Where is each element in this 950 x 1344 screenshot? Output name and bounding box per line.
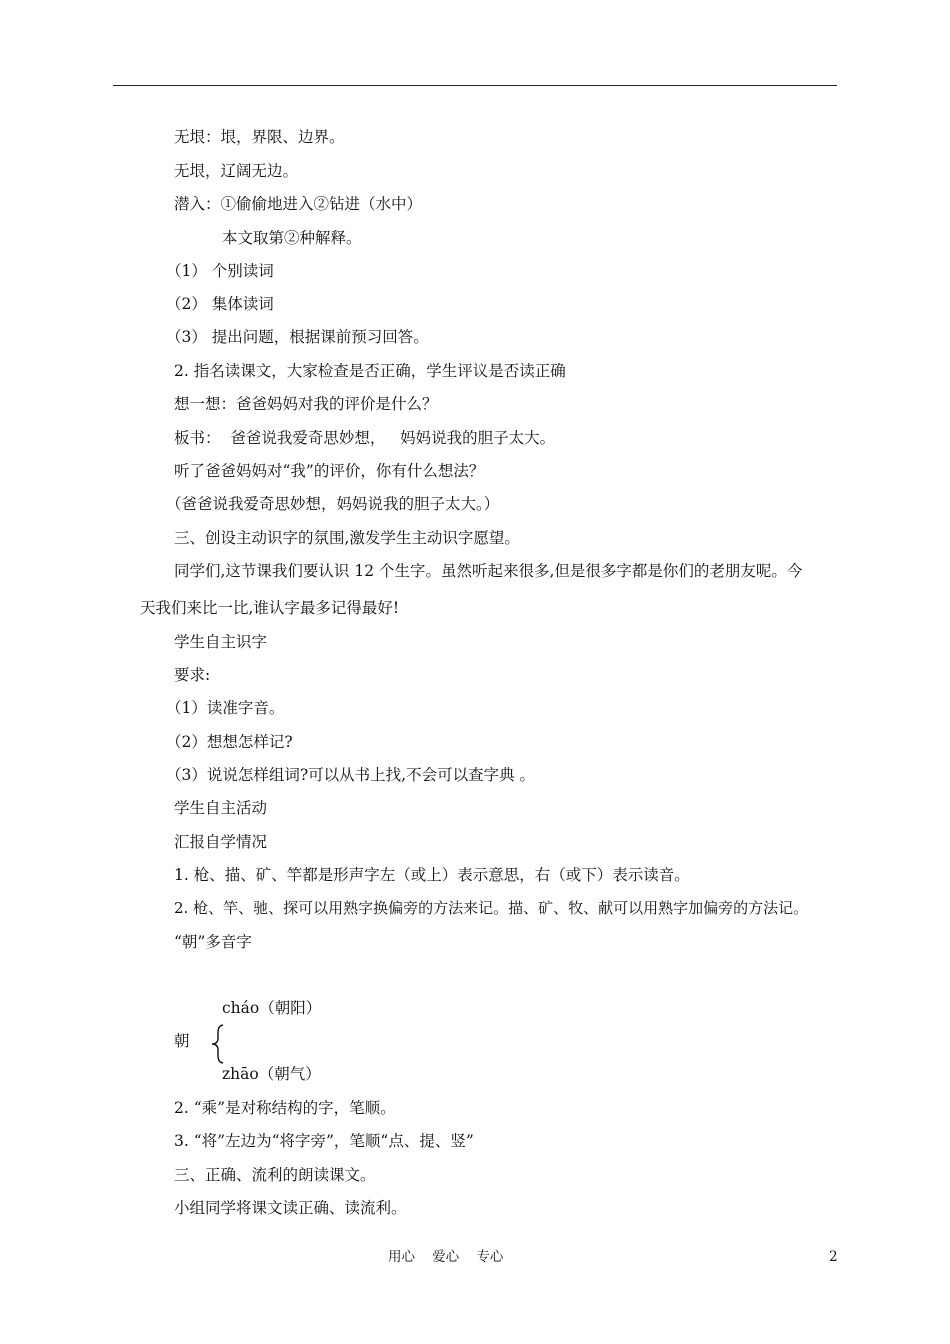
polyphonic-character: 朝	[174, 1032, 190, 1050]
section-heading: 三、创设主动识字的氛围,激发学生主动识字愿望。	[174, 529, 520, 547]
paragraph: 潜入：①偷偷地进入②钻进（水中）	[174, 195, 423, 213]
header-rule	[113, 85, 837, 86]
list-item: （1） 个别读词	[166, 262, 274, 280]
paragraph: 无垠：垠，界限、边界。	[174, 128, 345, 146]
paragraph: 2. 指名读课文，大家检查是否正确，学生评议是否读正确	[174, 362, 566, 380]
paragraph: 小组同学将课文读正确、读流利。	[174, 1199, 407, 1217]
list-item: （1）读准字音。	[166, 699, 285, 717]
page-number: 2	[829, 1249, 838, 1265]
paragraph: 汇报自学情况	[174, 833, 268, 851]
paragraph: 无垠，辽阔无边。	[174, 162, 299, 180]
paragraph: 同学们,这节课我们要认识 12 个生字。虽然听起来很多,但是很多字都是你们的老朋友呢。今	[174, 562, 803, 580]
paragraph: 学生自主活动	[174, 799, 268, 817]
paragraph: 想一想：爸爸妈妈对我的评价是什么？	[174, 395, 438, 413]
list-item: （2）想想怎样记?	[166, 733, 293, 751]
footer-motto: 用心 爱心 专心	[388, 1249, 504, 1265]
paragraph: 听了爸爸妈妈对“我”的评价，你有什么想法？	[174, 462, 485, 480]
paragraph: 2. 枪、竿、驰、探可以用熟字换偏旁的方法来记。描、矿、牧、献可以用熟字加偏旁的方法记。	[174, 899, 809, 917]
paragraph: 2. “乘”是对称结构的字，笔顺。	[174, 1099, 396, 1117]
list-item: （2） 集体读词	[166, 295, 274, 313]
section-heading: 三、正确、流利的朗读课文。	[174, 1166, 376, 1184]
brace-icon	[210, 1024, 226, 1064]
blackboard-note: 板书： 爸爸说我爱奇思妙想， 妈妈说我的胆子太大。	[174, 429, 556, 447]
paragraph: 1. 枪、描、矿、竿都是形声字左（或上）表示意思，右（或下）表示读音。	[174, 866, 690, 884]
list-item: （3）说说怎样组词?可以从书上找,不会可以查字典 。	[166, 766, 536, 784]
paragraph: 要求:	[174, 666, 211, 684]
paragraph: 本文取第②种解释。	[222, 229, 362, 247]
list-item: （3） 提出问题，根据课前预习回答。	[166, 328, 429, 346]
paragraph: 3. “将”左边为“将字旁”，笔顺“点、提、竖”	[174, 1132, 474, 1150]
paragraph: 天我们来比一比,谁认字最多记得最好!	[140, 599, 400, 617]
paragraph: “朝”多音字	[174, 933, 252, 951]
paragraph: （爸爸说我爱奇思妙想，妈妈说我的胆子太大。）	[166, 495, 500, 513]
paragraph: 学生自主识字	[174, 633, 268, 651]
pronunciation-zhao: zhāo（朝气）	[222, 1065, 321, 1083]
pronunciation-chao: cháo（朝阳）	[222, 999, 322, 1017]
